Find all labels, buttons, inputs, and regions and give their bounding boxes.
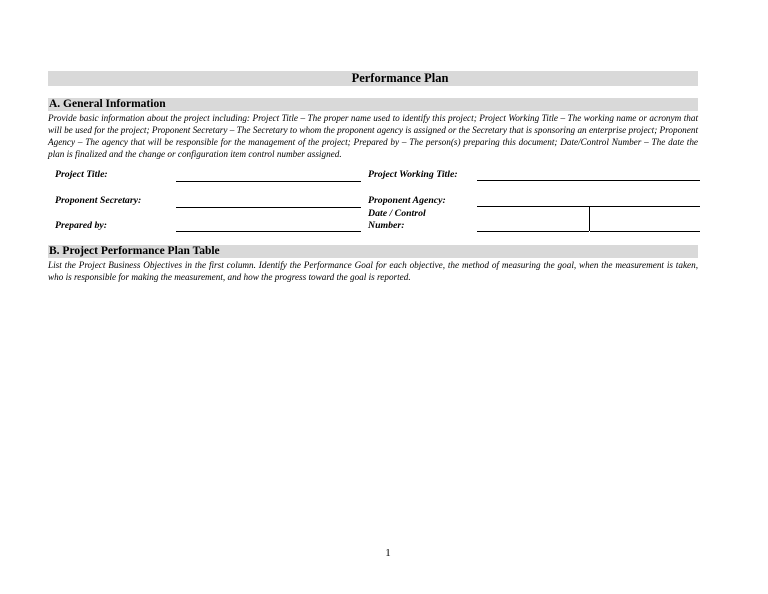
document-title: Performance Plan <box>351 71 449 85</box>
project-title-label: Project Title: <box>55 169 108 180</box>
section-a-heading-bar <box>48 98 698 111</box>
document-title-bar <box>48 71 698 86</box>
project-working-title-label: Project Working Title: <box>368 169 458 180</box>
section-b-heading-bar <box>48 245 698 258</box>
date-control-label-line1: Date / Control <box>368 208 426 219</box>
prepared-by-field[interactable] <box>176 231 361 232</box>
proponent-agency-label: Proponent Agency: <box>368 195 446 206</box>
section-b-heading: B. Project Performance Plan Table <box>49 245 220 257</box>
section-b-description: List the Project Business Objectives in the first column. Identify the Performance Goal for each objective, the method of measuring the goal, when the measurement is taken, who is responsible for making the measurement, and how the progress toward the goal is reported. <box>48 260 698 282</box>
section-a-heading: A. General Information <box>49 98 166 110</box>
proponent-secretary-field[interactable] <box>176 207 361 208</box>
date-control-divider <box>589 207 590 231</box>
proponent-secretary-label: Proponent Secretary: <box>55 195 142 206</box>
project-working-title-field[interactable] <box>477 180 700 181</box>
control-number-field[interactable] <box>590 231 700 232</box>
project-title-field[interactable] <box>176 181 361 182</box>
page-number: 1 <box>385 547 391 559</box>
section-a-description: Provide basic information about the project including: Project Title – The proper name used to identify this project; Project Working Title – The working name or acronym that will be used for the project; Proponent Secretary – The Secretary to whom the proponent agency is assigned or the Secretary that is sponsoring an enterprise project; Proponent Agency – The agency that will be responsible for the management of the project; Prepared by – The person(s) preparing this document; Date/Control Number – The date the plan is finalized and the change or configuration item control number assigned. <box>48 113 698 159</box>
date-field[interactable] <box>477 231 589 232</box>
date-control-label-line2: Number: <box>368 220 405 231</box>
prepared-by-label: Prepared by: <box>55 220 107 231</box>
